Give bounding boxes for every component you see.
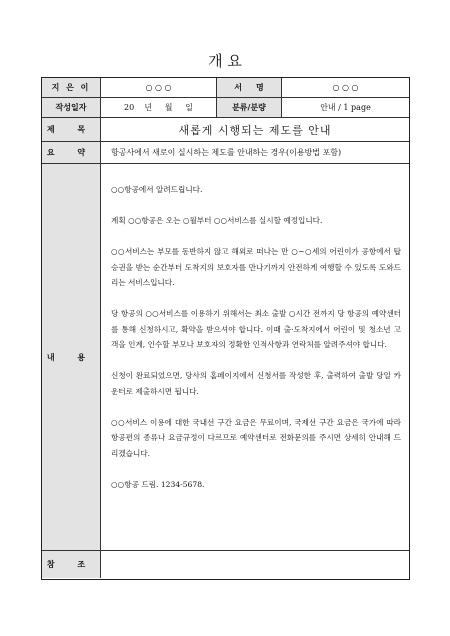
content-body (100, 164, 409, 550)
summary-value: 항공사에서 새로이 실시하는 제도를 안내하는 경우(이용방법 포함) (100, 142, 409, 163)
subject-row (42, 118, 409, 142)
category-value: 안내 / 1 page (281, 98, 409, 117)
date-label: 작성일자 (42, 98, 100, 117)
content-paragraph: ○○항공 드림. 1234-5678. (111, 479, 205, 489)
content-paragraph: 신청이 완료되었으면, 당사의 홈페이지에서 신청서를 작성한 후, 출력하여 출발 당일 카운터로 제출하시면 됩니다. (111, 371, 401, 396)
page-title: 개 요 (208, 52, 242, 70)
date-value: 20 년 월 일 (100, 98, 216, 117)
content-paragraph: 계획 ○○항공은 오는 ○월부터 ○○서비스를 실시할 예정입니다. (111, 216, 323, 225)
summary-label: 요 약 (42, 142, 100, 163)
content-row (42, 164, 409, 551)
content-paragraph: 당 항공의 ○○서비스를 이용하기 위해서는 최소 출발 ○시간 전까지 당 항공의 예약센터를 통해 신청하시고, 확약을 받으셔야 합니다. 이때 출·도착지에서 어린이 및 청소년 고객을 인계, 인수할 부모나 보호자의 정확한 인적사항과 연락처를 알려주셔야 합니다. (111, 309, 401, 349)
author-row (42, 78, 409, 98)
date-row (42, 98, 409, 118)
reference-row (42, 551, 409, 578)
reference-value (100, 551, 409, 578)
signature-label: 서 명 (216, 78, 281, 97)
content-paragraph: ○○서비스는 부모를 동반하지 않고 해외로 떠나는 만 ○~○세의 어린이가 공항에서 탑승권을 받는 순간부터 도착지의 보호자를 만나기까지 안전하게 여행할 수 있도록 도와드리는 서비스입니다. (111, 247, 401, 287)
summary-row (42, 142, 409, 164)
reference-label: 참 조 (42, 551, 100, 578)
author-value: ○ ○ ○ (100, 78, 216, 97)
document-form (41, 77, 410, 580)
subject-label: 제 목 (42, 118, 100, 141)
category-label: 분류/분량 (216, 98, 281, 117)
signature-value: ○ ○ ○ (281, 78, 409, 97)
content-paragraph: ○○서비스 이용에 대한 국내선 구간 요금은 무료이며, 국제선 구간 요금은 국가에 따라 항공편의 종류나 요금규정이 다르므로 예약센터로 전화문의를 주시면 상세히 안내해 드리겠습니다. (111, 417, 401, 458)
subject-value: 새롭게 시행되는 제도를 안내 (100, 118, 409, 141)
author-label: 지 은 이 (42, 78, 100, 97)
content-label: 내 용 (42, 164, 100, 550)
content-paragraph: ○○항공에서 알려드립니다. (111, 185, 203, 194)
